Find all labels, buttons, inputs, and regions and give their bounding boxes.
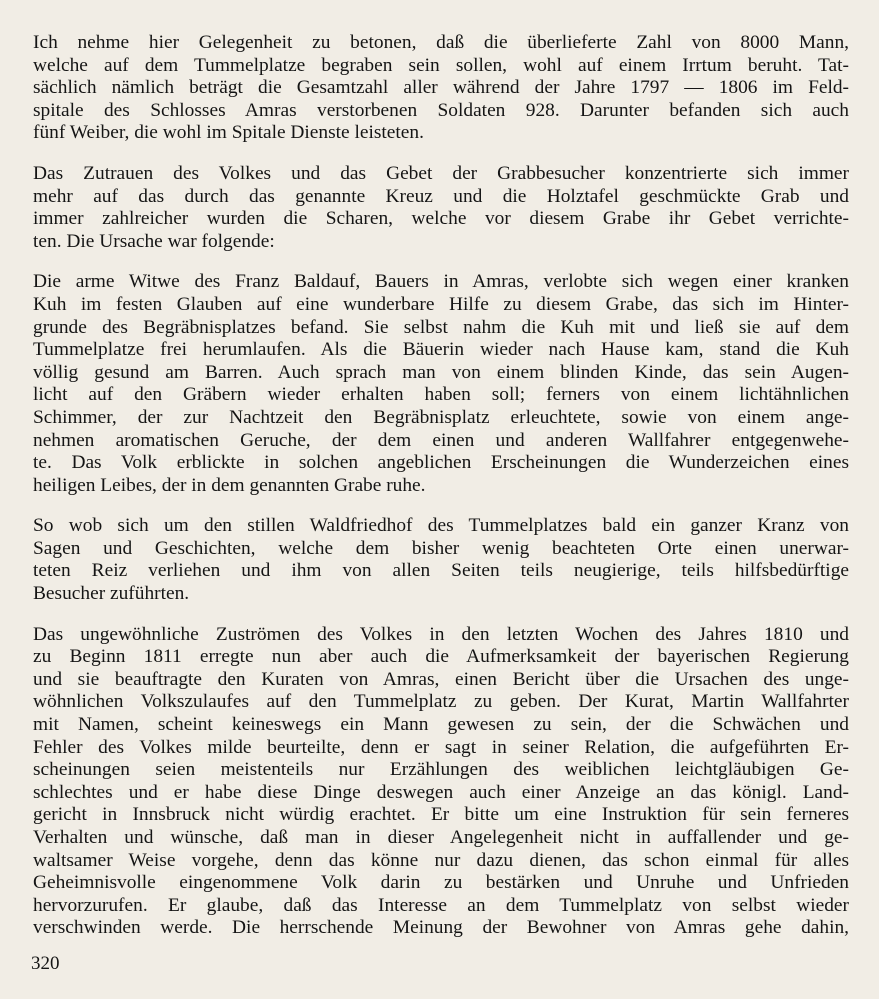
paragraph-3 (33, 271, 849, 497)
paragraph-1 (33, 32, 849, 145)
text-line: zu Beginn 1811 erregte nun aber auch die Aufmerksamkeit der bayerischen Regierung (33, 646, 849, 668)
paragraph-5 (33, 624, 849, 940)
text-line: grunde des Begräbnisplatzes befand. Sie selbst nahm die Kuh mit und ließ sie auf dem (33, 316, 849, 338)
text-line: licht auf den Gräbern wieder erhalten haben soll; ferners von einem lichtähnlichen (33, 384, 849, 406)
text-line: Geheimnisvolle eingenommene Volk darin zu bestärken und Unruhe und Unfrieden (33, 872, 849, 894)
text-line: völlig gesund am Barren. Auch sprach man von einem blinden Kinde, das sein Augen- (33, 361, 849, 383)
text-line: nehmen aromatischen Geruche, der dem einen und anderen Wallfahrer entgegenwehe- (33, 429, 849, 451)
text-line: heiligen Leibes, der in dem genannten Grabe ruhe. (33, 474, 426, 496)
text-line: hervorzurufen. Er glaube, daß das Interesse an dem Tummelplatz von selbst wieder (33, 894, 849, 916)
text-line: verschwinden werde. Die herrschende Meinung der Bewohner von Amras gehe dahin, (33, 917, 849, 939)
text-line: mit Namen, scheint keineswegs ein Mann gewesen zu sein, der die Schwächen und (33, 714, 849, 736)
text-line: te. Das Volk erblickte in solchen angeblichen Erscheinungen die Wunderzeichen eines (33, 452, 849, 474)
text-line: Das Zutrauen des Volkes und das Gebet der Grabbesucher konzentrierte sich immer (33, 162, 849, 184)
text-line: So wob sich um den stillen Waldfriedhof des Tummelplatzes bald ein ganzer Kranz von (33, 515, 849, 537)
text-line: Kuh im festen Glauben auf eine wunderbare Hilfe zu diesem Grabe, das sich im Hinter- (33, 293, 849, 315)
text-line: mehr auf das durch das genannte Kreuz und die Holztafel geschmückte Grab und (33, 185, 849, 207)
text-line: sächlich nämlich beträgt die Gesamtzahl aller während der Jahre 1797 — 1806 im Feld- (33, 77, 849, 99)
text-line: scheinungen seien meistenteils nur Erzählungen des weiblichen leichtgläubigen Ge- (33, 759, 849, 781)
text-line: schlechtes und er habe diese Dinge deswegen auch einer Anzeige an das königl. Land- (33, 781, 849, 803)
text-line: Tummelplatze frei herumlaufen. Als die Bäuerin wieder nach Hause kam, stand die Kuh (33, 339, 849, 361)
text-line: spitale des Schlosses Amras verstorbenen Soldaten 928. Darunter befanden sich auch (33, 99, 849, 121)
text-line: Sagen und Geschichten, welche dem bisher wenig beachteten Orte einen unerwar- (33, 537, 849, 559)
text-line: Ich nehme hier Gelegenheit zu betonen, daß die überlieferte Zahl von 8000 Mann, (33, 32, 849, 53)
text-line: wöhnlichen Volkszulaufes auf den Tummelplatz zu geben. Der Kurat, Martin Wallfahrter (33, 691, 849, 713)
page-number: 320 (31, 953, 60, 974)
text-line: Fehler des Volkes milde beurteilte, denn er sagt in seiner Relation, die aufgeführten Er- (33, 736, 849, 758)
text-line: waltsamer Weise vorgehe, denn das könne nur dazu dienen, das schon einmal für alles (33, 849, 849, 871)
paragraph-4 (33, 515, 849, 605)
text-line: Verhalten und wünsche, daß man in dieser Angelegenheit nicht in auffallender und ge- (33, 827, 849, 848)
text-line: gericht in Innsbruck nicht würdig erachtet. Er bitte um eine Instruktion für sein ferneres (33, 804, 849, 826)
text-line: Schimmer, der zur Nachtzeit den Begräbnisplatz erleuchtete, sowie von einem ange- (33, 406, 849, 428)
text-line: welche auf dem Tummelplatze begraben sein sollen, wohl auf einem Irrtum beruht. Tat- (33, 54, 849, 76)
text-line: Besucher zuführten. (33, 583, 190, 605)
text-line: Das ungewöhnliche Zuströmen des Volkes in den letzten Wochen des Jahres 1810 und (33, 623, 849, 645)
text-line: ten. Die Ursache war folgende: (33, 230, 275, 252)
body-text (33, 32, 849, 958)
text-line: Die arme Witwe des Franz Baldauf, Bauers in Amras, verlobte sich wegen einer kranken (33, 271, 849, 293)
paragraph-2 (33, 163, 849, 253)
text-line: und sie beauftragte den Kuraten von Amras, einen Bericht über die Ursachen des unge- (33, 668, 849, 690)
text-line: fünf Weiber, die wohl im Spitale Dienste leisteten. (33, 122, 424, 144)
text-line: immer zahlreicher wurden die Scharen, welche vor diesem Grabe ihr Gebet verrichte- (33, 208, 849, 230)
text-line: teten Reiz verliehen und ihm von allen Seiten teils neugierige, teils hilfsbedürftige (33, 560, 849, 582)
